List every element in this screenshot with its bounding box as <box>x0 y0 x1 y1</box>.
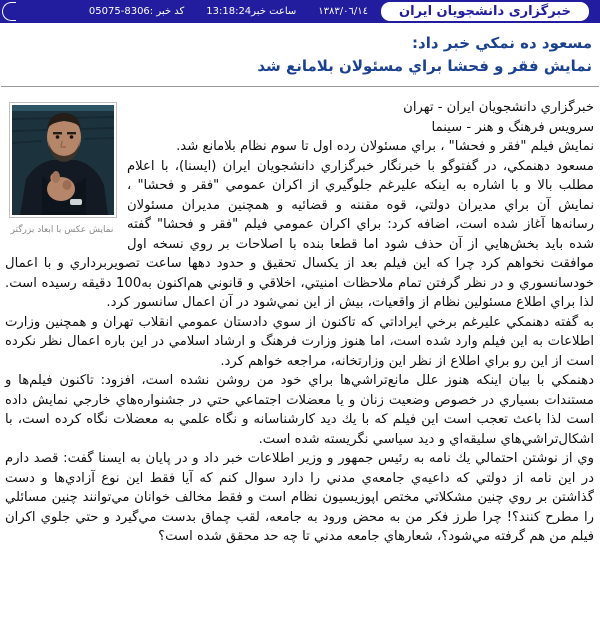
article-figure <box>7 102 117 241</box>
top-bar <box>0 0 600 23</box>
news-date-value: ١٣٨٣/٠٦/١٤ <box>318 6 368 17</box>
news-code <box>89 6 184 17</box>
news-date <box>318 6 368 17</box>
agency-tab <box>381 2 589 21</box>
article-body <box>0 88 600 547</box>
headline-block <box>0 23 600 82</box>
news-time-label: ساعت خبر <box>251 6 297 17</box>
headline-title: نمايش فقر و فحشا براي مسئولان بلامانع شد <box>257 57 592 75</box>
news-time-value: 13:18:24 <box>206 6 252 17</box>
paragraph-body-1: مسعود دهنمكي، در گفتوگو با خبرنگار خبرگزاري دانشجويان ايران (ايسنا)، با اعلام مطلب بالا و با اشاره به اينكه عليرغم جلوگيري از اكران عمومي "فقر و فحشا" ، نمايش آن براي مديران دولتي، قوه مقننه و قضائيه و همچنين مديران مسئولان رسانه‌ها آغاز شده است، اضافه كرد: براي اكران عمومي فيلم "فقر و فحشا" گفته شده بايد بخش‌هايي از آن حذف شود اما قطعا بنده با اصلاحات بر روي نسخه اول موافقت نخواهم كرد چرا كه اين فيلم بعد از يكسال تحقيق و حدود دهها ساعت تصويربرداري و با اعمال خودسانسوري و در نظر گرفتن تمام ملاحظات امنيتي، اخلاقي و قانوني هم‌اكنون به100 دقيقه رسيده است. لذا براي اطلاع مسئولين نظام از واقعيات، بيش از اين نمي‌شود در آن اعمال سانسور كرد. <box>5 158 594 310</box>
paragraph-agency-line: خبرگزاري دانشجويان ايران - تهران <box>403 100 594 115</box>
header-meta <box>89 0 368 23</box>
paragraph-body-3: دهنمكي با بيان اينكه هنوز علل مانع‌تراشي‌ها براي خود من روشن نشده است، افزود: تاكنون فيلم‌ها و مستندات بسياري در خصوص وضعيت زنان و يا معضلات اجتماعي حتي در جشنواره‌هاي خارجي نمايش داده است لذا باعث تعجب است اين فيلم كه با يك ديد كارشناسانه و نگاه علمي به معضلات نگاه كرده است، با اشكال‌تراشي‌هاي سليقه‌اي و ديد سياسي نگريسته شده است. <box>5 373 594 447</box>
agency-tab-label: خبرگزاری دانشجویان ایران <box>399 4 571 19</box>
headline-kicker: مسعود ده نمكي خبر داد: <box>412 34 592 52</box>
photo-enlarge-link[interactable]: نمايش عكس با ابعاد بزرگتر <box>10 225 114 235</box>
news-code-value: 05075-8306 <box>88 6 150 17</box>
paragraph-service-line: سرويس فرهنگ و هنر - سينما <box>431 119 594 135</box>
paragraph-body-4: وي از نوشتن احتمالي يك نامه به رئيس جمهور و وزير اطلاعات خبر داد و در پايان به ايسنا گفت: قصد دارم در اين نامه از دولتي كه داعيه‌ي جامعه‌ي مدني را دارد سوال كنم كه آيا فقط اين نوع آزادي‌ها و دست گذاشتن بر روي چنين مشكلاتي مختص اپوزيسيون نظام است و فقط مخالف خوانان مي‌توانند چنين مسائلي را مطرح كنند؟! چرا طرز فكر من به محض ورود به جامعه، لقب چماق بدست مي‌گيرد و حتي جلوي اكران فيلم من هم گرفته مي‌شود؟، شعارهاي جامعه مدني تا چه حد محقق شده است؟ <box>5 451 594 544</box>
bar-end-curve <box>2 2 16 21</box>
news-code-label: كد خبر : <box>149 6 185 17</box>
paragraph-lead: نمايش فيلم "فقر و فحشا" ، براي مسئولان رده اول تا سوم نظام بلامانع شد. <box>176 139 594 154</box>
person-photo-illustration <box>12 105 114 215</box>
paragraph-body-2: به گفته دهنمكي عليرغم برخي ايراداتي كه تاكنون از سوي دادستان عمومي انقلاب تهران و همچنين وزارت اطلاعات به اين فيلم وارد شده است، اما هنوز وزارت فرهنگ و ارشاد اسلامي در اين باره اعمال نظر نكرده است از اين رو براي اطلاع از نظر اين وزارتخانه، مراجعه خواهم كرد. <box>5 314 594 369</box>
article-photo[interactable] <box>9 102 117 218</box>
news-time <box>206 6 296 17</box>
